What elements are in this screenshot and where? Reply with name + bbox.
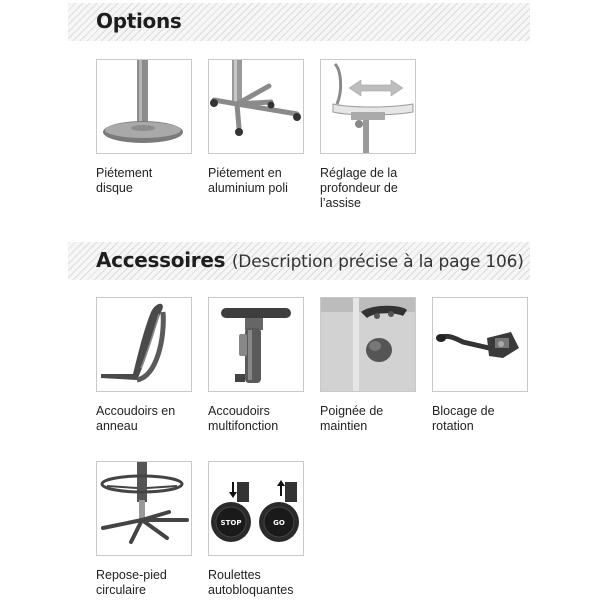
grab-handle-image: [320, 297, 416, 392]
arrow-up-icon: [277, 480, 285, 496]
option-label: Piétement en aluminium poli: [208, 166, 288, 195]
option-label: Piétement disque: [96, 166, 153, 195]
circular-footrest-image: [96, 461, 192, 556]
option-aluminium-base: [208, 59, 304, 196]
accessory-label: Accoudoirs multifonction: [208, 404, 279, 433]
self-locking-casters-image: [208, 461, 304, 556]
disc-base-image: [96, 59, 192, 154]
multifunction-armrest-image: [208, 297, 304, 392]
accessory-grab-handle: [320, 297, 416, 434]
rotation-lock-image: [432, 297, 528, 392]
stop-label: STOP: [220, 519, 242, 527]
accessory-label: Repose-pied circulaire: [96, 568, 167, 597]
accessories-subtitle: (Description précise à la page 106): [231, 252, 524, 272]
accessory-self-locking-casters: [208, 461, 304, 598]
accessory-label: Poignée de maintien: [320, 404, 384, 433]
accessories-title: Accessoires (Description précise à la page 106): [96, 248, 524, 272]
accessory-multifunction-armrest: [208, 297, 304, 434]
ring-armrest-image: [96, 297, 192, 392]
double-arrow-icon: [349, 80, 403, 96]
options-title: Options: [96, 9, 182, 33]
seat-depth-image: [320, 59, 416, 154]
accessory-ring-armrest: [96, 297, 192, 434]
accessory-label: Blocage de rotation: [432, 404, 495, 433]
options-section-header: [68, 3, 530, 41]
arrow-down-icon: [229, 482, 237, 498]
accessory-circular-footrest: [96, 461, 192, 598]
accessory-rotation-lock: [432, 297, 528, 434]
aluminium-base-image: [208, 59, 304, 154]
accessory-label: Accoudoirs en anneau: [96, 404, 176, 433]
option-disc-base: [96, 59, 192, 196]
option-seat-depth: [320, 59, 416, 211]
accessory-label: Roulettes autobloquantes: [208, 568, 294, 597]
option-label: Réglage de la profondeur de l’assise: [320, 166, 398, 210]
accessories-section-header: [68, 242, 530, 280]
go-label: GO: [273, 519, 285, 527]
